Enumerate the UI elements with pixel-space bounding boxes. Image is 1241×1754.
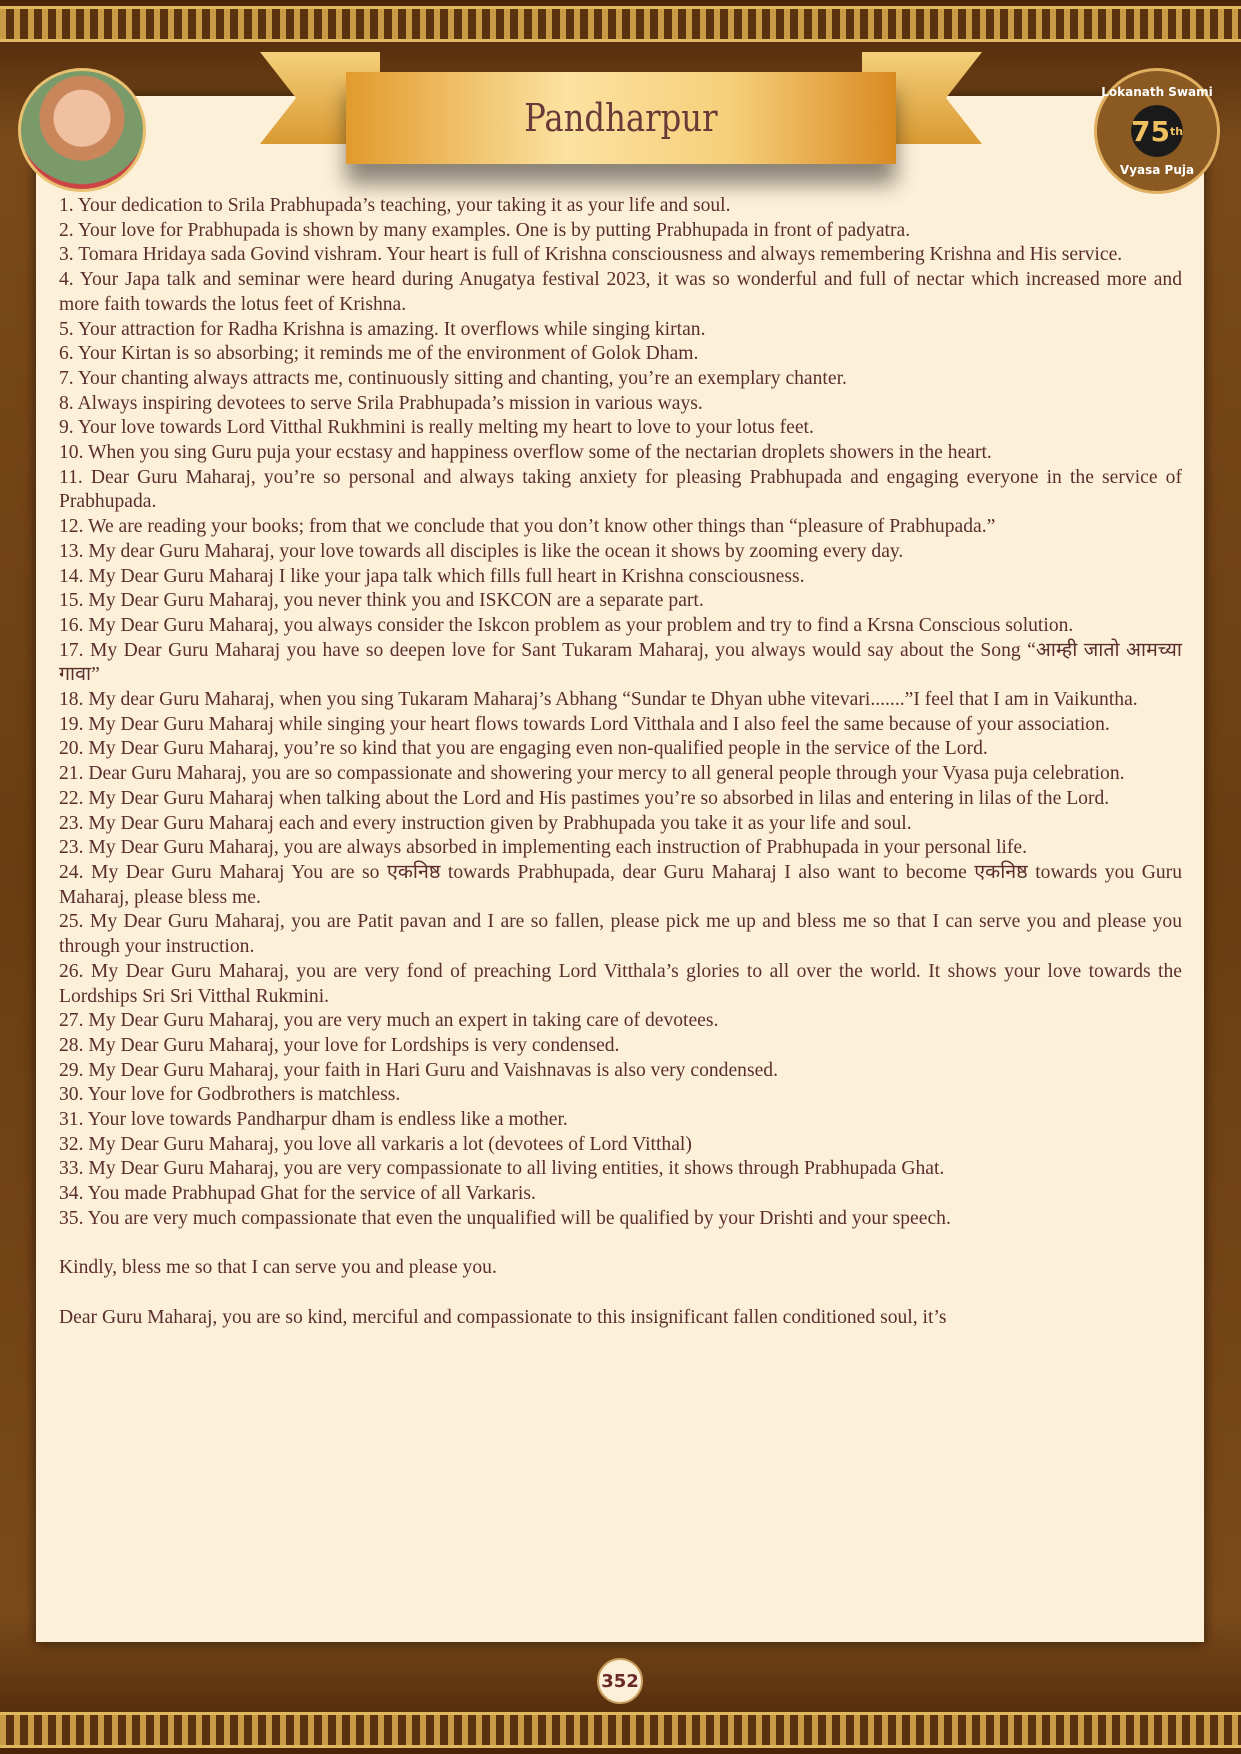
list-item: 19. My Dear Guru Maharaj while singing your heart flows towards Lord Vitthala and I also feel the same because of your association. xyxy=(59,713,1110,735)
list-item: 30. Your love for Godbrothers is matchless. xyxy=(59,1084,401,1106)
list-item: 35. You are very much compassionate that even the unqualified will be qualified by your Drishti and your speech. xyxy=(59,1207,951,1229)
portrait-photo xyxy=(18,68,146,192)
closing-paragraph: Dear Guru Maharaj, you are so kind, merciful and compassionate to this insignificant fallen conditioned soul, it’s xyxy=(59,1306,947,1328)
list-item: 28. My Dear Guru Maharaj, your love for Lordships is very condensed. xyxy=(59,1034,620,1056)
list-item: 17. My Dear Guru Maharaj you have so deepen love for Sant Tukaram Maharaj, you always would say about the Song “आम्ही जातो आमच्या गावा” xyxy=(59,639,1182,686)
list-item: 32. My Dear Guru Maharaj, you love all varkaris a lot (devotees of Lord Vitthal) xyxy=(59,1133,692,1155)
list-item: 29. My Dear Guru Maharaj, your faith in Hari Guru and Vaishnavas is also very condensed. xyxy=(59,1059,778,1081)
list-item: 2. Your love for Prabhupada is shown by many examples. One is by putting Prabhupada in front of padyatra. xyxy=(59,219,911,241)
list-item: 34. You made Prabhupad Ghat for the service of all Varkaris. xyxy=(59,1183,536,1205)
badge-line1: Lokanath Swami xyxy=(1101,85,1213,99)
badge-line2: Vyasa Puja xyxy=(1119,163,1195,177)
list-item: 8. Always inspiring devotees to serve Srila Prabhupada’s mission in various ways. xyxy=(59,392,703,414)
list-item: 23. My Dear Guru Maharaj, you are always absorbed in implementing each instruction of Prabhupada in your personal life. xyxy=(59,837,1027,859)
list-item: 13. My dear Guru Maharaj, your love towards all disciples is like the ocean it shows by zooming every day. xyxy=(59,540,904,562)
title-ribbon xyxy=(346,72,896,164)
list-item: 16. My Dear Guru Maharaj, you always consider the Iskcon problem as your problem and try to find a Krsna Conscious solution. xyxy=(59,614,1074,636)
list-item: 4. Your Japa talk and seminar were heard during Anugatya festival 2023, it was so wonderful and full of nectar which increased more and more faith towards the lotus feet of Krishna. xyxy=(59,269,1182,315)
list-item: 15. My Dear Guru Maharaj, you never think you and ISKCON are a separate part. xyxy=(59,590,704,612)
list-item: 18. My dear Guru Maharaj, when you sing Tukaram Maharaj’s Abhang “Sundar te Dhyan ubhe vitevari.......”I feel that I am in Vaikuntha. xyxy=(59,689,1138,711)
list-item: 1. Your dedication to Srila Prabhupada’s teaching, your taking it as your life and soul. xyxy=(59,195,731,216)
page-number: 352 xyxy=(597,1658,643,1704)
list-item: 9. Your love towards Lord Vitthal Rukhmini is really melting my heart to love to your lotus feet. xyxy=(59,417,814,439)
body-text xyxy=(59,194,1182,1330)
list-item: 11. Dear Guru Maharaj, you’re so personal and always taking anxiety for pleasing Prabhupada and engaging everyone in the service of Prabhupada. xyxy=(59,466,1182,513)
list-item: 3. Tomara Hridaya sada Govind vishram. Your heart is full of Krishna consciousness and always remembering Krishna and His service. xyxy=(59,244,1123,266)
list-item: 6. Your Kirtan is so absorbing; it reminds me of the environment of Golok Dham. xyxy=(59,343,699,365)
list-item: 20. My Dear Guru Maharaj, you’re so kind that you are engaging even non-qualified people in the service of the Lord. xyxy=(59,738,988,760)
list-item: 23. My Dear Guru Maharaj each and every instruction given by Prabhupada you take it as your life and soul. xyxy=(59,812,912,834)
list-item: 5. Your attraction for Radha Krishna is amazing. It overflows while singing kirtan. xyxy=(59,318,706,340)
list-item: 14. My Dear Guru Maharaj I like your japa talk which fills full heart in Krishna consciousness. xyxy=(59,565,805,587)
badge-number: 75 xyxy=(1130,114,1170,148)
decorative-border-top xyxy=(0,6,1241,42)
list-item: 26. My Dear Guru Maharaj, you are very fond of preaching Lord Vitthala’s glories to all over the world. It shows your love towards the Lordships Sri Sri Vitthal Rukmini. xyxy=(59,960,1182,1007)
list-item: 25. My Dear Guru Maharaj, you are Patit pavan and I are so fallen, please pick me up and bless me so that I can serve you and please you through your instruction. xyxy=(59,911,1182,958)
decorative-border-bottom xyxy=(0,1712,1241,1748)
closing-paragraph: Kindly, bless me so that I can serve you and please you. xyxy=(59,1257,497,1279)
list-item: 10. When you sing Guru puja your ecstasy and happiness overflow some of the nectarian droplets showers in the heart. xyxy=(59,442,992,464)
list-item: 24. My Dear Guru Maharaj You are so एकनिष्ठ towards Prabhupada, dear Guru Maharaj I also want to become एकनिष्ठ towards you Guru Maharaj, please bless me. xyxy=(59,861,1182,908)
badge-suffix: th xyxy=(1169,124,1184,138)
list-item: 21. Dear Guru Maharaj, you are so compassionate and showering your mercy to all general people through your Vyasa puja celebration. xyxy=(59,763,1125,785)
vyasa-puja-75-logo xyxy=(1094,68,1220,194)
list-item: 22. My Dear Guru Maharaj when talking about the Lord and His pastimes you’re so absorbed in lilas and entering in lilas of the Lord. xyxy=(59,787,1110,809)
list-item: 7. Your chanting always attracts me, continuously sitting and chanting, you’re an exemplary chanter. xyxy=(59,367,847,389)
list-item: 33. My Dear Guru Maharaj, you are very compassionate to all living entities, it shows through Prabhupada Ghat. xyxy=(59,1158,945,1180)
list-item: 31. Your love towards Pandharpur dham is endless like a mother. xyxy=(59,1109,568,1131)
list-item: 27. My Dear Guru Maharaj, you are very much an expert in taking care of devotees. xyxy=(59,1010,719,1032)
list-item: 12. We are reading your books; from that we conclude that you don’t know other things than “pleasure of Prabhupada.” xyxy=(59,516,996,538)
page-title: Pandharpur xyxy=(524,96,718,140)
